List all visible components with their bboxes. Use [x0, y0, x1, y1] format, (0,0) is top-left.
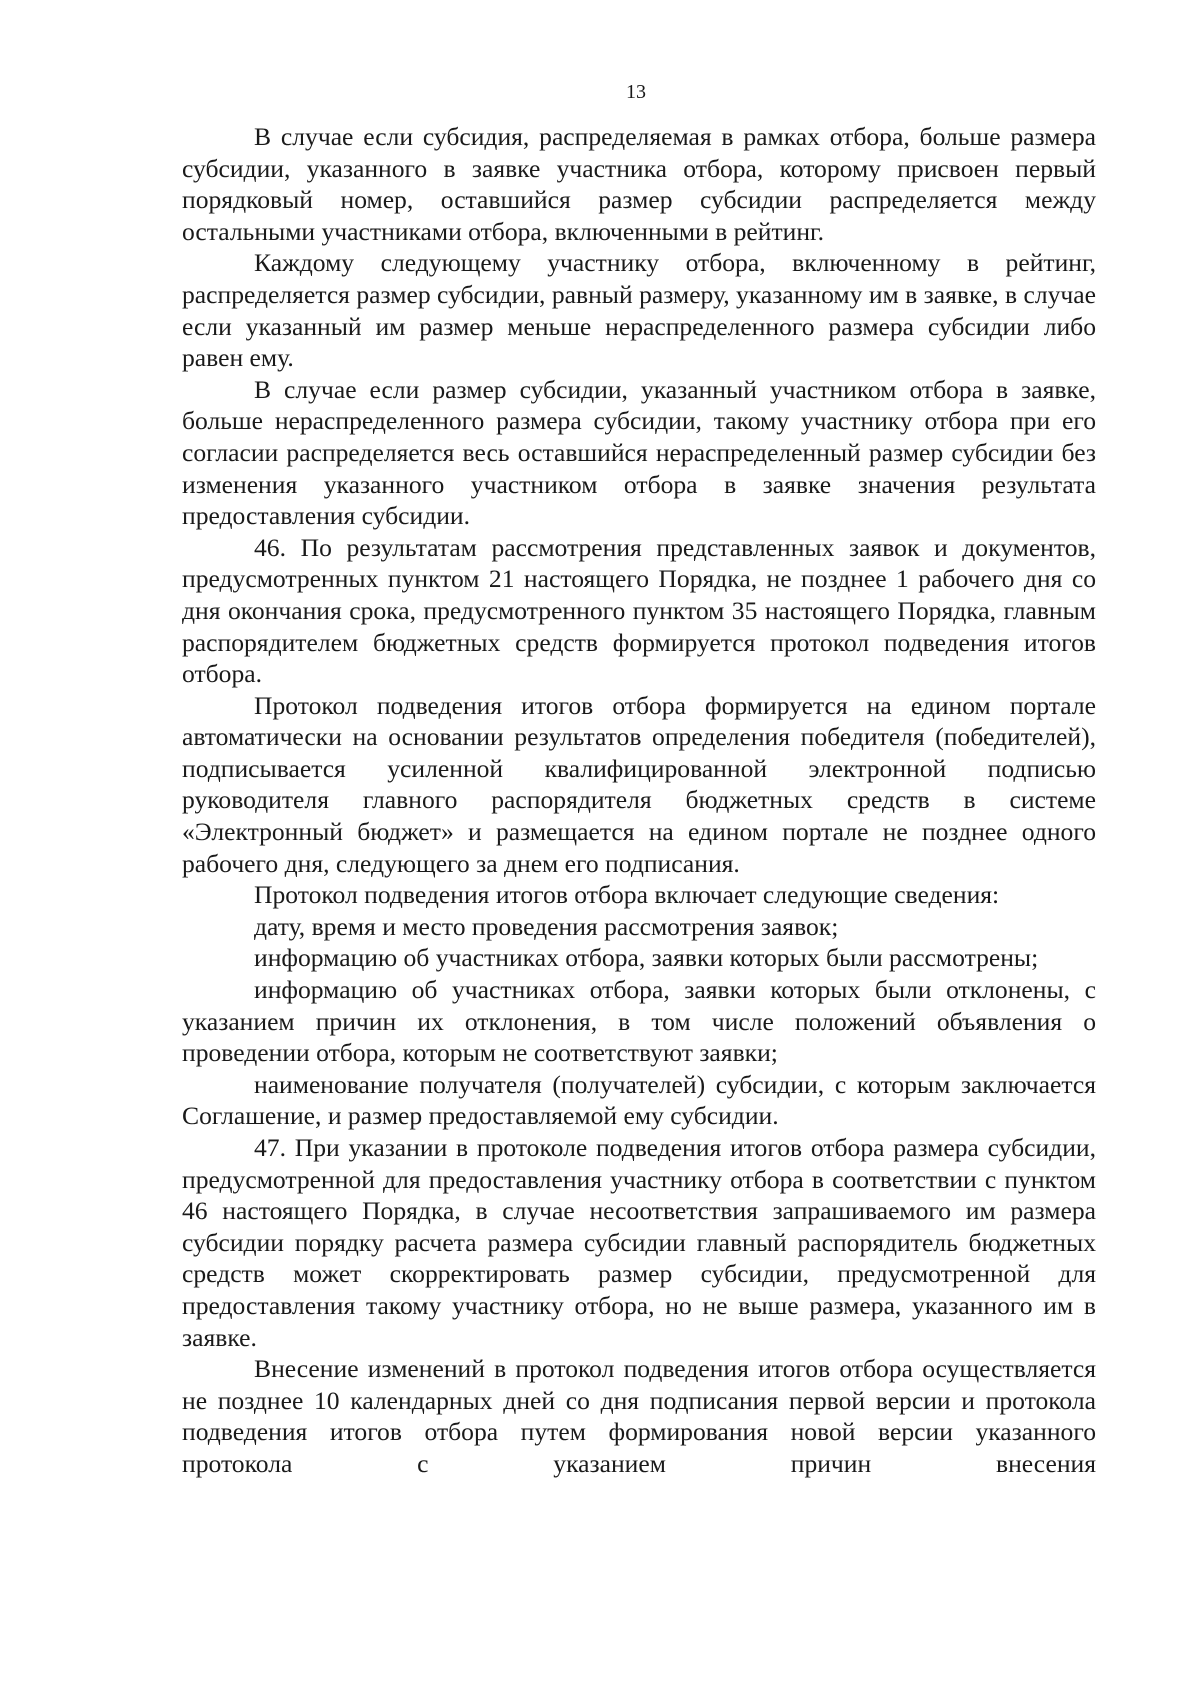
list-item: наименование получателя (получателей) субсидии, с которым заключается Соглашение, и размер предоставляемой ему субсидии. [182, 1069, 1096, 1131]
paragraph: Протокол подведения итогов отбора включает следующие сведения: [254, 880, 1000, 910]
paragraph: Протокол подведения итогов отбора формируется на едином портале автоматически на основании результатов определения победителя (победителей), подписывается усиленной квалифицированной электронной подписью руководителя главного распорядителя бюджетных средств в системе «Электронный бюджет» и размещается на едином портале не позднее одного рабочего дня, следующего за днем его подписания. [182, 690, 1096, 878]
document-body [182, 121, 1096, 1480]
paragraph-item-47: 47. При указании в протоколе подведения итогов отбора размера субсидии, предусмотренной для предоставления участнику отбора в соответствии с пунктом 46 настоящего Порядка, в случае несоответствия запрашиваемого им размера субсидии порядку расчета размера субсидии главный распорядитель бюджетных средств может скорректировать размер субсидии, предусмотренной для предоставления такому участнику отбора, но не выше размера, указанного им в заявке. [182, 1133, 1096, 1352]
paragraph-item-46: 46. По результатам рассмотрения представленных заявок и документов, предусмотренных пунктом 21 настоящего Порядка, не позднее 1 рабочего дня со дня окончания срока, предусмотренного пунктом 35 настоящего Порядка, главным распорядителем бюджетных средств формируется протокол подведения итогов отбора. [182, 532, 1096, 689]
list-item: дату, время и место проведения рассмотрения заявок; [254, 911, 839, 941]
paragraph: В случае если размер субсидии, указанный участником отбора в заявке, больше нераспределенного размера субсидии, такому участнику отбора при его согласии распределяется весь оставшийся нераспределенный размер субсидии без изменения указанного участником отбора в заявке значения результата предоставления субсидии. [182, 374, 1096, 531]
paragraph: В случае если субсидия, распределяемая в рамках отбора, больше размера субсидии, указанного в заявке участника отбора, которому присвоен первый порядковый номер, оставшийся размер субсидии распределяется между остальными участниками отбора, включенными в рейтинг. [182, 122, 1096, 246]
paragraph: Каждому следующему участнику отбора, включенному в рейтинг, распределяется размер субсидии, равный размеру, указанному им в заявке, в случае если указанный им размер меньше нераспределенного размера субсидии либо равен ему. [182, 248, 1096, 373]
page-number: 13 [626, 81, 646, 103]
paragraph: Внесение изменений в протокол подведения итогов отбора осуществляется не позднее 10 календарных дней со дня подписания первой версии и протокола подведения итогов отбора путем формирования новой версии указанного протокола с указанием причин внесения [182, 1354, 1096, 1478]
list-item: информацию об участниках отбора, заявки которых были отклонены, с указанием причин их отклонения, в том числе положений объявления о проведении отбора, которым не соответствуют заявки; [182, 975, 1096, 1068]
list-item: информацию об участниках отбора, заявки которых были рассмотрены; [254, 943, 1039, 973]
